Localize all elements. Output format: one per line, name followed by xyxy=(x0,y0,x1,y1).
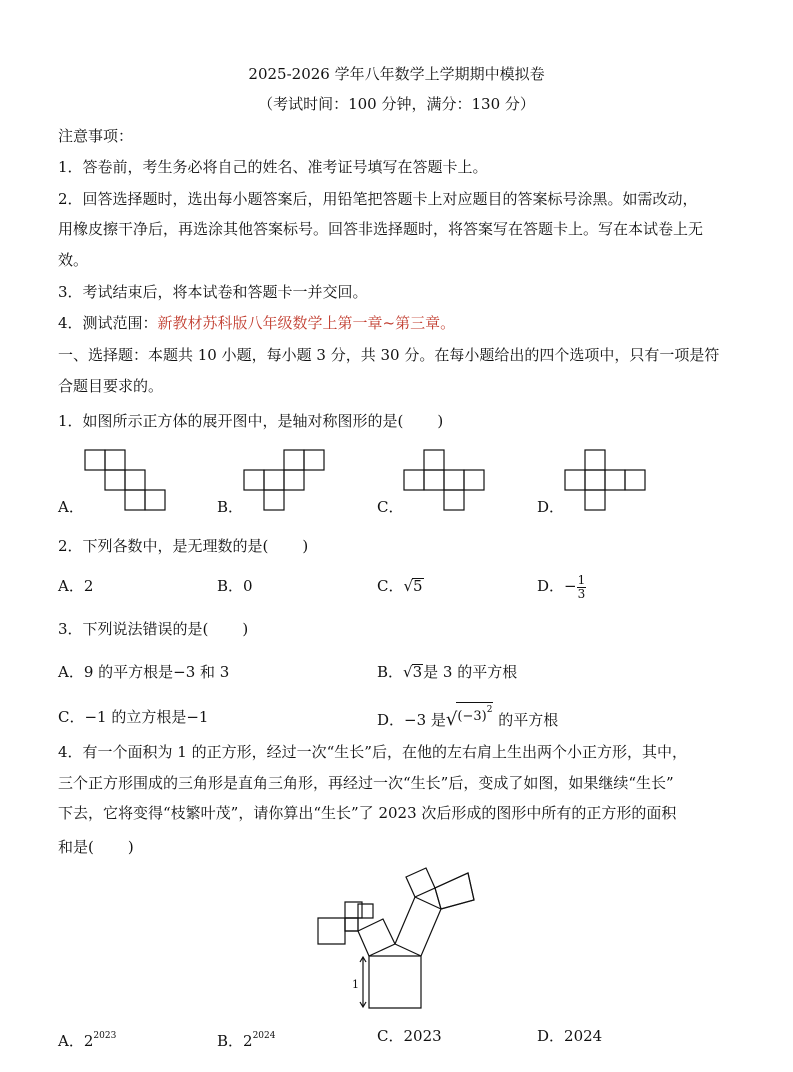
note-3: 3．考试结束后，将本试卷和答题卡一并交回。 xyxy=(58,283,368,301)
note-4 xyxy=(58,313,455,333)
q1-option-a: A． xyxy=(58,498,84,516)
q4-option-a xyxy=(58,1026,116,1051)
net-figure-c xyxy=(403,449,487,513)
q4-option-a-label: A． xyxy=(58,1032,84,1050)
q2-option-a: A．2 xyxy=(58,577,94,595)
question-1-text: 1．如图所示正方体的展开图中，是轴对称图形的是 xyxy=(58,412,398,430)
q3-option-d-text-1: −3 是 xyxy=(404,711,446,729)
note-2-line-1: 2．回答选择题时，选出每小题答案后，用铅笔把答题卡上对应题目的答案标号涂黑。如需改动， xyxy=(58,190,698,208)
answer-paren-close: ) xyxy=(127,838,134,856)
q4-option-b xyxy=(217,1026,275,1051)
note-4-range: 新教材苏科版八年级数学上第一章~第三章。 xyxy=(157,314,456,332)
question-4-line-3: 下去，它将变得“枝繁叶茂”，请你算出“生长”了 2023 次后形成的图形中所有的正方形的面积 xyxy=(58,804,677,822)
question-2-stem xyxy=(58,536,308,556)
q3-option-b xyxy=(377,662,517,682)
note-4-label: 4．测试范围： xyxy=(58,314,158,332)
question-4-line-1: 4．有一个面积为 1 的正方形，经过一次“生长”后，在他的左右肩上生出两个小正方形，其中， xyxy=(58,743,687,761)
radical-sign: √ xyxy=(445,709,458,730)
question-4-line-2: 三个正方形围成的三角形是直角三角形，再经过一次“生长”后，变成了如图，如果继续“生长” xyxy=(58,774,674,792)
q3-option-d-radicand xyxy=(456,702,493,724)
q4-option-a-exponent: 2023 xyxy=(93,1031,117,1041)
answer-paren-open: ( xyxy=(262,537,269,555)
question-4-line-4 xyxy=(58,837,134,857)
fraction xyxy=(577,574,587,601)
q3-option-a: A．9 的平方根是−3 和 3 xyxy=(58,663,230,681)
q2-option-d-label: D． xyxy=(537,577,565,595)
q2-option-d xyxy=(537,568,586,604)
q4-option-b-exponent: 2024 xyxy=(252,1031,276,1041)
question-1-stem xyxy=(58,411,443,431)
q2-option-c-radicand: 5 xyxy=(413,577,423,595)
net-figure-d xyxy=(564,449,648,513)
q3-option-b-radicand: 3 xyxy=(412,663,423,681)
figure-side-label: 1 xyxy=(352,978,359,991)
fraction-denominator: 3 xyxy=(577,586,586,601)
q4-option-a-base: 2 xyxy=(83,1032,94,1050)
radical-sign: √ xyxy=(403,577,414,595)
answer-paren-open: ( xyxy=(202,620,209,638)
note-1: 1．答卷前，考生务必将自己的姓名、准考证号填写在答题卡上。 xyxy=(58,158,488,176)
q2-option-c xyxy=(377,576,424,596)
q4-option-d: D．2024 xyxy=(537,1027,603,1045)
fraction-numerator: 1 xyxy=(577,572,586,587)
answer-paren-open: ( xyxy=(88,838,94,856)
notes-heading: 注意事项： xyxy=(58,127,134,145)
q3-option-d-label: D． xyxy=(377,711,405,729)
section-1-heading: 一、选择题：本题共 10 小题，每小题 3 分，共 30 分。在每小题给出的四个选项中，只有一项是符 xyxy=(58,346,720,364)
answer-paren-close: ) xyxy=(302,537,309,555)
q3-option-c: C．−1 的立方根是−1 xyxy=(58,708,209,726)
q3-option-b-label: B． xyxy=(377,663,404,681)
net-figure-a xyxy=(84,449,168,513)
q1-option-b: B． xyxy=(217,498,244,516)
radicand-exponent: 2 xyxy=(486,705,493,715)
q3-option-d-text-2: 的平方根 xyxy=(498,711,559,729)
answer-paren-open: ( xyxy=(397,412,404,430)
q2-option-c-label: C． xyxy=(377,577,404,595)
question-4-text: 和是 xyxy=(58,838,89,856)
page-title: 2025-2026 学年八年数学上学期期中模拟卷 xyxy=(248,65,545,83)
question-2-text: 2．下列各数中，是无理数的是 xyxy=(58,537,263,555)
note-2-line-3: 效。 xyxy=(58,251,89,269)
question-3-stem xyxy=(58,619,248,639)
q4-option-c: C．2023 xyxy=(377,1027,442,1045)
pythagoras-tree-figure xyxy=(310,864,490,1018)
q3-option-b-text: 是 3 的平方根 xyxy=(423,663,518,681)
q2-option-b: B．0 xyxy=(217,577,253,595)
note-2-line-2: 用橡皮擦干净后，再选涂其他答案标号。回答非选择题时，将答案写在答题卡上。写在本试卷上无 xyxy=(58,220,704,238)
q1-option-c: C． xyxy=(377,498,404,516)
q2-option-d-sign: − xyxy=(564,577,577,595)
section-1-heading-cont: 合题目要求的。 xyxy=(58,377,164,395)
q4-option-b-label: B． xyxy=(217,1032,244,1050)
radicand-base: (−3) xyxy=(457,709,487,724)
answer-paren-close: ) xyxy=(242,620,249,638)
question-3-text: 3．下列说法错误的是 xyxy=(58,620,203,638)
page-subtitle: （考试时间：100 分钟，满分：130 分） xyxy=(258,95,535,113)
radical-sign: √ xyxy=(403,663,413,681)
q3-option-d xyxy=(377,707,558,730)
q1-option-d: D． xyxy=(537,498,565,516)
q4-option-b-base: 2 xyxy=(243,1032,253,1050)
answer-paren-close: ) xyxy=(437,412,444,430)
net-figure-b xyxy=(243,449,327,513)
